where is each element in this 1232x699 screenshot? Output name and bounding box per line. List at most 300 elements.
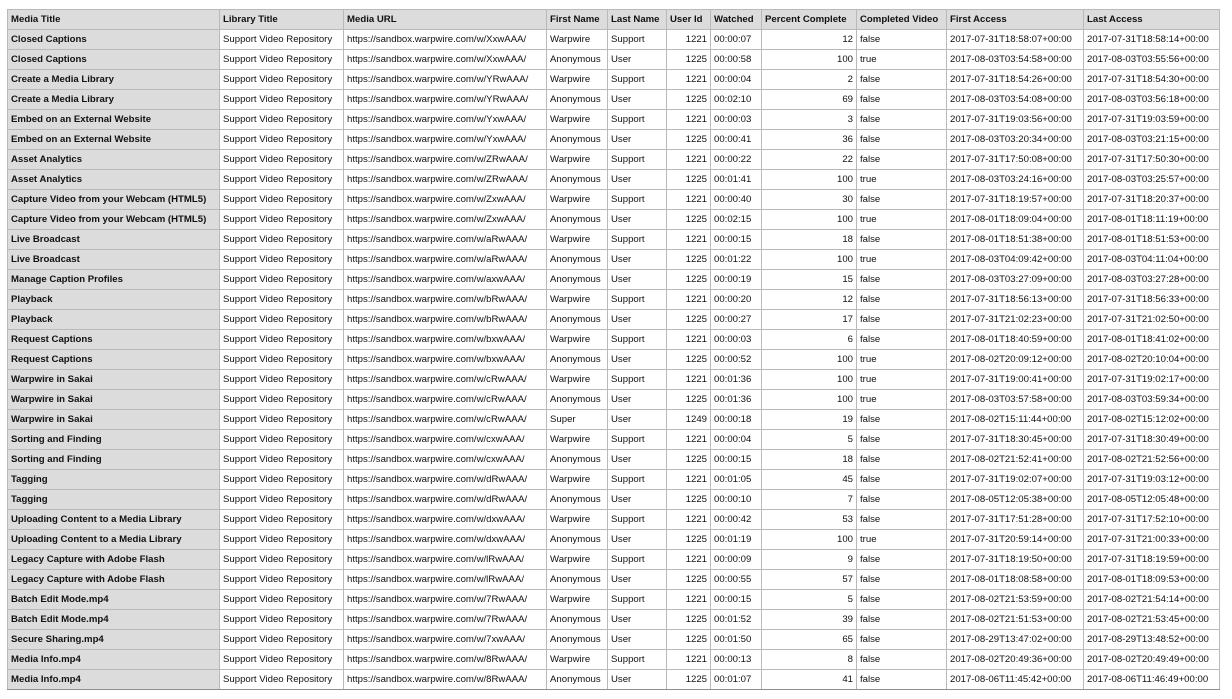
column-header-completed-video[interactable]: Completed Video xyxy=(857,10,947,30)
cell-first-access[interactable]: 2017-08-02T15:11:44+00:00 xyxy=(947,410,1084,430)
cell-library-title[interactable]: Support Video Repository xyxy=(220,30,344,50)
cell-library-title[interactable]: Support Video Repository xyxy=(220,630,344,650)
cell-first-name[interactable]: Anonymous xyxy=(547,670,608,690)
cell-first-name[interactable]: Anonymous xyxy=(547,210,608,230)
cell-first-name[interactable]: Warpwire xyxy=(547,330,608,350)
cell-media-url[interactable]: https://sandbox.warpwire.com/w/cRwAAA/ xyxy=(344,390,547,410)
cell-percent-complete[interactable]: 100 xyxy=(762,250,857,270)
cell-first-name[interactable]: Warpwire xyxy=(547,30,608,50)
cell-library-title[interactable]: Support Video Repository xyxy=(220,410,344,430)
cell-media-title[interactable]: Capture Video from your Webcam (HTML5) xyxy=(8,210,220,230)
cell-last-name[interactable]: User xyxy=(608,450,667,470)
cell-completed-video[interactable]: false xyxy=(857,470,947,490)
cell-last-access[interactable]: 2017-08-29T13:48:52+00:00 xyxy=(1084,630,1220,650)
cell-completed-video[interactable]: true xyxy=(857,250,947,270)
cell-watched[interactable]: 00:00:22 xyxy=(711,150,762,170)
cell-watched[interactable]: 00:02:15 xyxy=(711,210,762,230)
cell-media-title[interactable]: Legacy Capture with Adobe Flash xyxy=(8,570,220,590)
cell-first-access[interactable]: 2017-08-01T18:09:04+00:00 xyxy=(947,210,1084,230)
cell-library-title[interactable]: Support Video Repository xyxy=(220,610,344,630)
cell-first-name[interactable]: Anonymous xyxy=(547,170,608,190)
cell-last-name[interactable]: Support xyxy=(608,430,667,450)
cell-user-id[interactable]: 1249 xyxy=(667,410,711,430)
cell-first-access[interactable]: 2017-08-02T20:09:12+00:00 xyxy=(947,350,1084,370)
cell-last-access[interactable]: 2017-08-01T18:11:19+00:00 xyxy=(1084,210,1220,230)
cell-completed-video[interactable]: false xyxy=(857,630,947,650)
cell-media-title[interactable]: Media Info.mp4 xyxy=(8,650,220,670)
cell-media-title[interactable]: Asset Analytics xyxy=(8,150,220,170)
cell-percent-complete[interactable]: 69 xyxy=(762,90,857,110)
cell-completed-video[interactable]: false xyxy=(857,290,947,310)
cell-library-title[interactable]: Support Video Repository xyxy=(220,150,344,170)
cell-first-name[interactable]: Warpwire xyxy=(547,110,608,130)
cell-media-title[interactable]: Sorting and Finding xyxy=(8,450,220,470)
cell-last-name[interactable]: Support xyxy=(608,550,667,570)
cell-media-url[interactable]: https://sandbox.warpwire.com/w/axwAAA/ xyxy=(344,270,547,290)
cell-first-access[interactable]: 2017-08-03T03:20:34+00:00 xyxy=(947,130,1084,150)
cell-first-name[interactable]: Anonymous xyxy=(547,250,608,270)
cell-media-url[interactable]: https://sandbox.warpwire.com/w/dxwAAA/ xyxy=(344,530,547,550)
cell-user-id[interactable]: 1221 xyxy=(667,230,711,250)
cell-user-id[interactable]: 1225 xyxy=(667,570,711,590)
cell-library-title[interactable]: Support Video Repository xyxy=(220,510,344,530)
column-header-library-title[interactable]: Library Title xyxy=(220,10,344,30)
cell-first-access[interactable]: 2017-08-02T21:53:59+00:00 xyxy=(947,590,1084,610)
cell-last-name[interactable]: User xyxy=(608,570,667,590)
cell-media-url[interactable]: https://sandbox.warpwire.com/w/cRwAAA/ xyxy=(344,410,547,430)
cell-first-name[interactable]: Warpwire xyxy=(547,510,608,530)
cell-last-name[interactable]: Support xyxy=(608,330,667,350)
cell-media-url[interactable]: https://sandbox.warpwire.com/w/aRwAAA/ xyxy=(344,230,547,250)
cell-first-access[interactable]: 2017-08-01T18:08:58+00:00 xyxy=(947,570,1084,590)
cell-last-name[interactable]: User xyxy=(608,50,667,70)
cell-user-id[interactable]: 1225 xyxy=(667,270,711,290)
cell-completed-video[interactable]: true xyxy=(857,50,947,70)
cell-user-id[interactable]: 1225 xyxy=(667,90,711,110)
cell-first-name[interactable]: Anonymous xyxy=(547,270,608,290)
cell-library-title[interactable]: Support Video Repository xyxy=(220,370,344,390)
cell-first-access[interactable]: 2017-08-03T03:24:16+00:00 xyxy=(947,170,1084,190)
cell-library-title[interactable]: Support Video Repository xyxy=(220,310,344,330)
cell-media-title[interactable]: Batch Edit Mode.mp4 xyxy=(8,590,220,610)
cell-media-url[interactable]: https://sandbox.warpwire.com/w/dRwAAA/ xyxy=(344,470,547,490)
cell-media-title[interactable]: Uploading Content to a Media Library xyxy=(8,530,220,550)
cell-percent-complete[interactable]: 100 xyxy=(762,530,857,550)
cell-media-title[interactable]: Asset Analytics xyxy=(8,170,220,190)
cell-user-id[interactable]: 1221 xyxy=(667,470,711,490)
cell-watched[interactable]: 00:00:52 xyxy=(711,350,762,370)
cell-first-name[interactable]: Warpwire xyxy=(547,230,608,250)
cell-completed-video[interactable]: true xyxy=(857,350,947,370)
cell-first-access[interactable]: 2017-08-03T04:09:42+00:00 xyxy=(947,250,1084,270)
cell-percent-complete[interactable]: 57 xyxy=(762,570,857,590)
cell-first-access[interactable]: 2017-08-06T11:45:42+00:00 xyxy=(947,670,1084,690)
cell-media-url[interactable]: https://sandbox.warpwire.com/w/7RwAAA/ xyxy=(344,590,547,610)
cell-last-access[interactable]: 2017-07-31T21:02:50+00:00 xyxy=(1084,310,1220,330)
cell-percent-complete[interactable]: 9 xyxy=(762,550,857,570)
cell-media-url[interactable]: https://sandbox.warpwire.com/w/ZRwAAA/ xyxy=(344,170,547,190)
cell-first-access[interactable]: 2017-08-05T12:05:38+00:00 xyxy=(947,490,1084,510)
cell-last-access[interactable]: 2017-07-31T19:03:59+00:00 xyxy=(1084,110,1220,130)
cell-first-name[interactable]: Warpwire xyxy=(547,430,608,450)
cell-first-access[interactable]: 2017-07-31T18:19:57+00:00 xyxy=(947,190,1084,210)
cell-last-access[interactable]: 2017-08-03T03:59:34+00:00 xyxy=(1084,390,1220,410)
cell-last-access[interactable]: 2017-08-01T18:09:53+00:00 xyxy=(1084,570,1220,590)
cell-media-title[interactable]: Media Info.mp4 xyxy=(8,670,220,690)
cell-percent-complete[interactable]: 100 xyxy=(762,370,857,390)
cell-first-access[interactable]: 2017-08-03T03:54:08+00:00 xyxy=(947,90,1084,110)
cell-first-access[interactable]: 2017-08-29T13:47:02+00:00 xyxy=(947,630,1084,650)
cell-last-access[interactable]: 2017-07-31T18:20:37+00:00 xyxy=(1084,190,1220,210)
cell-completed-video[interactable]: false xyxy=(857,590,947,610)
cell-last-access[interactable]: 2017-08-03T04:11:04+00:00 xyxy=(1084,250,1220,270)
cell-first-access[interactable]: 2017-07-31T20:59:14+00:00 xyxy=(947,530,1084,550)
cell-last-access[interactable]: 2017-07-31T19:03:12+00:00 xyxy=(1084,470,1220,490)
cell-percent-complete[interactable]: 53 xyxy=(762,510,857,530)
cell-media-title[interactable]: Playback xyxy=(8,290,220,310)
cell-first-name[interactable]: Warpwire xyxy=(547,150,608,170)
cell-library-title[interactable]: Support Video Repository xyxy=(220,330,344,350)
cell-user-id[interactable]: 1225 xyxy=(667,310,711,330)
cell-media-url[interactable]: https://sandbox.warpwire.com/w/8RwAAA/ xyxy=(344,650,547,670)
cell-watched[interactable]: 00:00:04 xyxy=(711,430,762,450)
cell-media-title[interactable]: Batch Edit Mode.mp4 xyxy=(8,610,220,630)
cell-watched[interactable]: 00:01:36 xyxy=(711,370,762,390)
cell-percent-complete[interactable]: 8 xyxy=(762,650,857,670)
cell-library-title[interactable]: Support Video Repository xyxy=(220,250,344,270)
cell-first-name[interactable]: Anonymous xyxy=(547,50,608,70)
cell-library-title[interactable]: Support Video Repository xyxy=(220,110,344,130)
cell-user-id[interactable]: 1225 xyxy=(667,130,711,150)
cell-last-access[interactable]: 2017-07-31T18:30:49+00:00 xyxy=(1084,430,1220,450)
cell-watched[interactable]: 00:00:13 xyxy=(711,650,762,670)
cell-watched[interactable]: 00:00:07 xyxy=(711,30,762,50)
cell-first-access[interactable]: 2017-07-31T17:51:28+00:00 xyxy=(947,510,1084,530)
cell-first-access[interactable]: 2017-08-02T21:52:41+00:00 xyxy=(947,450,1084,470)
cell-user-id[interactable]: 1225 xyxy=(667,530,711,550)
cell-percent-complete[interactable]: 12 xyxy=(762,30,857,50)
cell-first-name[interactable]: Anonymous xyxy=(547,90,608,110)
cell-watched[interactable]: 00:00:55 xyxy=(711,570,762,590)
cell-library-title[interactable]: Support Video Repository xyxy=(220,550,344,570)
cell-percent-complete[interactable]: 19 xyxy=(762,410,857,430)
cell-watched[interactable]: 00:00:27 xyxy=(711,310,762,330)
cell-user-id[interactable]: 1221 xyxy=(667,70,711,90)
cell-last-access[interactable]: 2017-08-02T21:54:14+00:00 xyxy=(1084,590,1220,610)
cell-user-id[interactable]: 1221 xyxy=(667,330,711,350)
cell-media-title[interactable]: Playback xyxy=(8,310,220,330)
column-header-watched[interactable]: Watched xyxy=(711,10,762,30)
cell-media-title[interactable]: Secure Sharing.mp4 xyxy=(8,630,220,650)
cell-completed-video[interactable]: false xyxy=(857,70,947,90)
cell-completed-video[interactable]: false xyxy=(857,30,947,50)
cell-media-title[interactable]: Legacy Capture with Adobe Flash xyxy=(8,550,220,570)
cell-watched[interactable]: 00:00:18 xyxy=(711,410,762,430)
cell-last-access[interactable]: 2017-08-06T11:46:49+00:00 xyxy=(1084,670,1220,690)
cell-first-name[interactable]: Warpwire xyxy=(547,650,608,670)
cell-last-name[interactable]: User xyxy=(608,530,667,550)
cell-first-name[interactable]: Anonymous xyxy=(547,610,608,630)
cell-percent-complete[interactable]: 2 xyxy=(762,70,857,90)
cell-media-url[interactable]: https://sandbox.warpwire.com/w/XxwAAA/ xyxy=(344,50,547,70)
cell-first-access[interactable]: 2017-07-31T19:02:07+00:00 xyxy=(947,470,1084,490)
column-header-media-title[interactable]: Media Title xyxy=(8,10,220,30)
cell-percent-complete[interactable]: 5 xyxy=(762,590,857,610)
cell-completed-video[interactable]: false xyxy=(857,190,947,210)
cell-last-access[interactable]: 2017-08-01T18:51:53+00:00 xyxy=(1084,230,1220,250)
cell-user-id[interactable]: 1225 xyxy=(667,210,711,230)
cell-last-name[interactable]: User xyxy=(608,630,667,650)
cell-media-url[interactable]: https://sandbox.warpwire.com/w/7RwAAA/ xyxy=(344,610,547,630)
cell-last-name[interactable]: Support xyxy=(608,150,667,170)
cell-percent-complete[interactable]: 100 xyxy=(762,210,857,230)
cell-last-name[interactable]: User xyxy=(608,670,667,690)
cell-last-name[interactable]: User xyxy=(608,130,667,150)
cell-completed-video[interactable]: false xyxy=(857,270,947,290)
cell-library-title[interactable]: Support Video Repository xyxy=(220,50,344,70)
cell-percent-complete[interactable]: 65 xyxy=(762,630,857,650)
cell-percent-complete[interactable]: 100 xyxy=(762,170,857,190)
cell-first-access[interactable]: 2017-07-31T19:03:56+00:00 xyxy=(947,110,1084,130)
cell-percent-complete[interactable]: 17 xyxy=(762,310,857,330)
cell-first-name[interactable]: Warpwire xyxy=(547,550,608,570)
cell-first-name[interactable]: Anonymous xyxy=(547,490,608,510)
cell-user-id[interactable]: 1225 xyxy=(667,630,711,650)
cell-first-access[interactable]: 2017-07-31T18:19:50+00:00 xyxy=(947,550,1084,570)
cell-watched[interactable]: 00:00:20 xyxy=(711,290,762,310)
cell-media-title[interactable]: Capture Video from your Webcam (HTML5) xyxy=(8,190,220,210)
column-header-last-name[interactable]: Last Name xyxy=(608,10,667,30)
cell-user-id[interactable]: 1221 xyxy=(667,290,711,310)
cell-media-title[interactable]: Tagging xyxy=(8,470,220,490)
cell-media-url[interactable]: https://sandbox.warpwire.com/w/YxwAAA/ xyxy=(344,110,547,130)
cell-first-name[interactable]: Anonymous xyxy=(547,310,608,330)
cell-user-id[interactable]: 1221 xyxy=(667,190,711,210)
cell-user-id[interactable]: 1221 xyxy=(667,510,711,530)
cell-user-id[interactable]: 1221 xyxy=(667,30,711,50)
cell-media-url[interactable]: https://sandbox.warpwire.com/w/YxwAAA/ xyxy=(344,130,547,150)
cell-library-title[interactable]: Support Video Repository xyxy=(220,170,344,190)
cell-completed-video[interactable]: false xyxy=(857,130,947,150)
cell-last-access[interactable]: 2017-08-03T03:27:28+00:00 xyxy=(1084,270,1220,290)
cell-library-title[interactable]: Support Video Repository xyxy=(220,290,344,310)
cell-media-title[interactable]: Tagging xyxy=(8,490,220,510)
cell-percent-complete[interactable]: 30 xyxy=(762,190,857,210)
cell-first-access[interactable]: 2017-07-31T19:00:41+00:00 xyxy=(947,370,1084,390)
cell-completed-video[interactable]: false xyxy=(857,650,947,670)
cell-library-title[interactable]: Support Video Repository xyxy=(220,590,344,610)
cell-library-title[interactable]: Support Video Repository xyxy=(220,130,344,150)
cell-media-title[interactable]: Embed on an External Website xyxy=(8,110,220,130)
cell-user-id[interactable]: 1221 xyxy=(667,650,711,670)
cell-completed-video[interactable]: false xyxy=(857,230,947,250)
cell-watched[interactable]: 00:01:19 xyxy=(711,530,762,550)
cell-percent-complete[interactable]: 6 xyxy=(762,330,857,350)
cell-media-title[interactable]: Warpwire in Sakai xyxy=(8,370,220,390)
cell-last-access[interactable]: 2017-08-05T12:05:48+00:00 xyxy=(1084,490,1220,510)
cell-percent-complete[interactable]: 7 xyxy=(762,490,857,510)
cell-media-title[interactable]: Uploading Content to a Media Library xyxy=(8,510,220,530)
cell-last-access[interactable]: 2017-08-02T15:12:02+00:00 xyxy=(1084,410,1220,430)
cell-media-url[interactable]: https://sandbox.warpwire.com/w/ZxwAAA/ xyxy=(344,210,547,230)
cell-first-access[interactable]: 2017-08-01T18:51:38+00:00 xyxy=(947,230,1084,250)
cell-last-name[interactable]: Support xyxy=(608,650,667,670)
cell-last-name[interactable]: User xyxy=(608,410,667,430)
cell-completed-video[interactable]: false xyxy=(857,110,947,130)
cell-watched[interactable]: 00:01:36 xyxy=(711,390,762,410)
cell-watched[interactable]: 00:00:15 xyxy=(711,450,762,470)
cell-last-name[interactable]: Support xyxy=(608,30,667,50)
column-header-first-name[interactable]: First Name xyxy=(547,10,608,30)
cell-last-name[interactable]: User xyxy=(608,310,667,330)
cell-library-title[interactable]: Support Video Repository xyxy=(220,570,344,590)
cell-completed-video[interactable]: false xyxy=(857,430,947,450)
cell-watched[interactable]: 00:01:52 xyxy=(711,610,762,630)
cell-watched[interactable]: 00:00:40 xyxy=(711,190,762,210)
cell-completed-video[interactable]: true xyxy=(857,370,947,390)
cell-percent-complete[interactable]: 12 xyxy=(762,290,857,310)
cell-media-url[interactable]: https://sandbox.warpwire.com/w/bRwAAA/ xyxy=(344,290,547,310)
cell-media-title[interactable]: Sorting and Finding xyxy=(8,430,220,450)
cell-last-access[interactable]: 2017-07-31T18:58:14+00:00 xyxy=(1084,30,1220,50)
cell-last-name[interactable]: Support xyxy=(608,290,667,310)
cell-user-id[interactable]: 1221 xyxy=(667,590,711,610)
cell-percent-complete[interactable]: 41 xyxy=(762,670,857,690)
cell-first-name[interactable]: Warpwire xyxy=(547,70,608,90)
cell-last-access[interactable]: 2017-07-31T17:52:10+00:00 xyxy=(1084,510,1220,530)
cell-media-url[interactable]: https://sandbox.warpwire.com/w/aRwAAA/ xyxy=(344,250,547,270)
cell-watched[interactable]: 00:00:03 xyxy=(711,330,762,350)
cell-last-name[interactable]: Support xyxy=(608,590,667,610)
cell-last-name[interactable]: Support xyxy=(608,370,667,390)
cell-completed-video[interactable]: false xyxy=(857,670,947,690)
cell-media-title[interactable]: Embed on an External Website xyxy=(8,130,220,150)
cell-user-id[interactable]: 1221 xyxy=(667,150,711,170)
cell-media-url[interactable]: https://sandbox.warpwire.com/w/cxwAAA/ xyxy=(344,450,547,470)
cell-media-url[interactable]: https://sandbox.warpwire.com/w/dRwAAA/ xyxy=(344,490,547,510)
cell-percent-complete[interactable]: 18 xyxy=(762,450,857,470)
cell-first-access[interactable]: 2017-07-31T21:02:23+00:00 xyxy=(947,310,1084,330)
cell-first-access[interactable]: 2017-08-01T18:40:59+00:00 xyxy=(947,330,1084,350)
cell-percent-complete[interactable]: 45 xyxy=(762,470,857,490)
cell-library-title[interactable]: Support Video Repository xyxy=(220,430,344,450)
cell-first-access[interactable]: 2017-08-03T03:27:09+00:00 xyxy=(947,270,1084,290)
column-header-first-access[interactable]: First Access xyxy=(947,10,1084,30)
cell-first-access[interactable]: 2017-08-02T20:49:36+00:00 xyxy=(947,650,1084,670)
cell-media-title[interactable]: Manage Caption Profiles xyxy=(8,270,220,290)
cell-first-name[interactable]: Anonymous xyxy=(547,570,608,590)
cell-first-name[interactable]: Warpwire xyxy=(547,290,608,310)
cell-user-id[interactable]: 1221 xyxy=(667,370,711,390)
cell-last-access[interactable]: 2017-08-03T03:25:57+00:00 xyxy=(1084,170,1220,190)
cell-first-name[interactable]: Anonymous xyxy=(547,530,608,550)
cell-last-name[interactable]: Support xyxy=(608,230,667,250)
cell-completed-video[interactable]: false xyxy=(857,490,947,510)
cell-media-url[interactable]: https://sandbox.warpwire.com/w/bRwAAA/ xyxy=(344,310,547,330)
cell-watched[interactable]: 00:00:15 xyxy=(711,590,762,610)
cell-library-title[interactable]: Support Video Repository xyxy=(220,390,344,410)
cell-library-title[interactable]: Support Video Repository xyxy=(220,670,344,690)
cell-media-url[interactable]: https://sandbox.warpwire.com/w/YRwAAA/ xyxy=(344,70,547,90)
cell-library-title[interactable]: Support Video Repository xyxy=(220,650,344,670)
cell-last-access[interactable]: 2017-08-03T03:56:18+00:00 xyxy=(1084,90,1220,110)
cell-watched[interactable]: 00:00:19 xyxy=(711,270,762,290)
cell-library-title[interactable]: Support Video Repository xyxy=(220,450,344,470)
cell-first-access[interactable]: 2017-07-31T18:30:45+00:00 xyxy=(947,430,1084,450)
cell-library-title[interactable]: Support Video Repository xyxy=(220,70,344,90)
cell-media-url[interactable]: https://sandbox.warpwire.com/w/bxwAAA/ xyxy=(344,330,547,350)
cell-last-name[interactable]: Support xyxy=(608,190,667,210)
cell-library-title[interactable]: Support Video Repository xyxy=(220,470,344,490)
cell-last-access[interactable]: 2017-08-03T03:21:15+00:00 xyxy=(1084,130,1220,150)
cell-media-url[interactable]: https://sandbox.warpwire.com/w/lRwAAA/ xyxy=(344,550,547,570)
cell-watched[interactable]: 00:01:07 xyxy=(711,670,762,690)
cell-last-name[interactable]: User xyxy=(608,90,667,110)
cell-user-id[interactable]: 1221 xyxy=(667,550,711,570)
cell-first-name[interactable]: Warpwire xyxy=(547,190,608,210)
cell-first-name[interactable]: Anonymous xyxy=(547,130,608,150)
cell-media-url[interactable]: https://sandbox.warpwire.com/w/bxwAAA/ xyxy=(344,350,547,370)
cell-first-name[interactable]: Super xyxy=(547,410,608,430)
cell-last-access[interactable]: 2017-07-31T18:19:59+00:00 xyxy=(1084,550,1220,570)
column-header-last-access[interactable]: Last Access xyxy=(1084,10,1220,30)
column-header-media-url[interactable]: Media URL xyxy=(344,10,547,30)
cell-percent-complete[interactable]: 15 xyxy=(762,270,857,290)
cell-first-name[interactable]: Warpwire xyxy=(547,590,608,610)
cell-first-access[interactable]: 2017-07-31T17:50:08+00:00 xyxy=(947,150,1084,170)
cell-watched[interactable]: 00:02:10 xyxy=(711,90,762,110)
cell-library-title[interactable]: Support Video Repository xyxy=(220,350,344,370)
cell-first-name[interactable]: Anonymous xyxy=(547,630,608,650)
cell-first-name[interactable]: Anonymous xyxy=(547,450,608,470)
cell-watched[interactable]: 00:01:05 xyxy=(711,470,762,490)
cell-completed-video[interactable]: true xyxy=(857,170,947,190)
cell-completed-video[interactable]: false xyxy=(857,450,947,470)
cell-last-access[interactable]: 2017-08-02T20:10:04+00:00 xyxy=(1084,350,1220,370)
cell-library-title[interactable]: Support Video Repository xyxy=(220,490,344,510)
cell-user-id[interactable]: 1225 xyxy=(667,450,711,470)
cell-user-id[interactable]: 1225 xyxy=(667,50,711,70)
cell-completed-video[interactable]: false xyxy=(857,570,947,590)
cell-first-access[interactable]: 2017-08-02T21:51:53+00:00 xyxy=(947,610,1084,630)
cell-last-name[interactable]: User xyxy=(608,390,667,410)
cell-last-name[interactable]: Support xyxy=(608,110,667,130)
cell-first-access[interactable]: 2017-07-31T18:54:26+00:00 xyxy=(947,70,1084,90)
cell-first-access[interactable]: 2017-08-03T03:57:58+00:00 xyxy=(947,390,1084,410)
cell-media-title[interactable]: Warpwire in Sakai xyxy=(8,390,220,410)
cell-first-access[interactable]: 2017-08-03T03:54:58+00:00 xyxy=(947,50,1084,70)
cell-completed-video[interactable]: false xyxy=(857,90,947,110)
cell-last-access[interactable]: 2017-07-31T19:02:17+00:00 xyxy=(1084,370,1220,390)
cell-last-access[interactable]: 2017-08-03T03:55:56+00:00 xyxy=(1084,50,1220,70)
cell-media-url[interactable]: https://sandbox.warpwire.com/w/cxwAAA/ xyxy=(344,430,547,450)
cell-last-access[interactable]: 2017-08-02T21:52:56+00:00 xyxy=(1084,450,1220,470)
cell-last-name[interactable]: User xyxy=(608,490,667,510)
cell-media-title[interactable]: Closed Captions xyxy=(8,50,220,70)
cell-media-url[interactable]: https://sandbox.warpwire.com/w/7xwAAA/ xyxy=(344,630,547,650)
cell-first-name[interactable]: Anonymous xyxy=(547,390,608,410)
cell-media-title[interactable]: Create a Media Library xyxy=(8,70,220,90)
cell-last-access[interactable]: 2017-07-31T18:56:33+00:00 xyxy=(1084,290,1220,310)
cell-media-title[interactable]: Closed Captions xyxy=(8,30,220,50)
cell-media-url[interactable]: https://sandbox.warpwire.com/w/lRwAAA/ xyxy=(344,570,547,590)
cell-watched[interactable]: 00:00:41 xyxy=(711,130,762,150)
cell-media-title[interactable]: Request Captions xyxy=(8,330,220,350)
cell-last-name[interactable]: Support xyxy=(608,70,667,90)
cell-first-name[interactable]: Warpwire xyxy=(547,470,608,490)
cell-last-name[interactable]: User xyxy=(608,270,667,290)
cell-last-access[interactable]: 2017-08-02T20:49:49+00:00 xyxy=(1084,650,1220,670)
